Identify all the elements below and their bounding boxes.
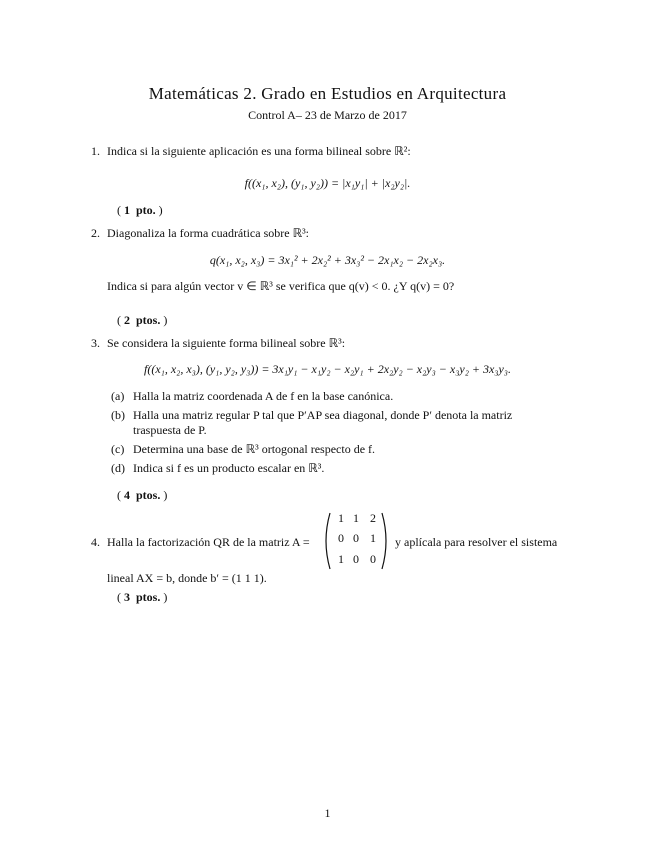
problem-4-points-unit: ptos. [136, 590, 161, 604]
problem-4-number: 4. [91, 535, 100, 549]
problem-2-statement: Diagonaliza la forma cuadrática sobre ℝ³: [107, 226, 310, 240]
problem-3-item-c-text: Determina una base de ℝ³ ortogonal respecto de f. [133, 442, 376, 456]
problem-3-item-a-text: Halla la matriz coordenada A de f en la base canónica. [133, 389, 394, 403]
problem-1-points-value: 1 [124, 203, 130, 217]
problem-3-points: ( 4 ptos. ) [117, 488, 168, 502]
problem-4-statement-after: y aplícala para resolver el sistema [395, 535, 558, 549]
problem-2-number: 2. [91, 226, 100, 240]
problem-3-item-c-label: (c) [111, 442, 125, 456]
problem-3-number: 3. [91, 336, 100, 350]
problem-1-number: 1. [91, 144, 100, 158]
matrix-cell: 2 [370, 511, 376, 525]
problem-3-item-b-text-cont: traspuesta de P. [133, 423, 207, 437]
problem-2-followup: Indica si para algún vector v ∈ ℝ³ se verifica que q(v) < 0. ¿Y q(v) = 0? [107, 279, 455, 293]
matrix-cell: 1 [370, 531, 376, 545]
problem-3-points-unit: ptos. [136, 488, 161, 502]
problem-1-equation: f((x₁, x₂), (y₁, y₂)) = |x₁y₁| + |x₂y₂|. [244, 176, 411, 190]
page-title: Matemáticas 2. Grado en Estudios en Arquitectura [148, 84, 507, 103]
problem-3-equation: f((x₁, x₂, x₃), (y₁, y₂, y₃)) = 3x₁y₁ − x₁y₂ − x₂y₁ + 2x₂y₂ − x₂y₃ − x₃y₂ + 3x₃y₃. [144, 362, 511, 376]
problem-3-item-a-label: (a) [111, 389, 125, 403]
matrix-a [322, 511, 390, 571]
matrix-cell: 0 [353, 531, 359, 545]
problem-4-statement: Halla la factorización QR de la matriz A = [107, 535, 310, 549]
matrix-cell: 0 [370, 552, 376, 566]
matrix-cell: 1 [338, 552, 344, 566]
problem-3-item-d-label: (d) [111, 461, 125, 475]
matrix-cell: 0 [353, 552, 359, 566]
problem-3-item-b-label: (b) [111, 408, 125, 422]
page-subtitle: Control A– 23 de Marzo de 2017 [248, 108, 407, 122]
matrix-cell: 0 [338, 531, 344, 545]
matrix-cell: 1 [338, 511, 344, 525]
problem-2-points: ( 2 ptos. ) [117, 313, 168, 327]
problem-3-points-value: 4 [124, 488, 130, 502]
problem-2-points-unit: ptos. [136, 313, 161, 327]
problem-1-points-unit: pto. [136, 203, 156, 217]
problem-2-equation: q(x₁, x₂, x₃) = 3x₁² + 2x₂² + 3x₃² − 2x₁x₂ − 2x₂x₃. [209, 253, 446, 267]
problem-3-item-b-text: Halla una matriz regular P tal que P′AP sea diagonal, donde P′ denota la matriz [133, 408, 513, 422]
problem-2-points-value: 2 [124, 313, 130, 327]
problem-4-continuation: lineal AX = b, donde b′ = (1 1 1). [107, 571, 267, 585]
page-number: 1 [324, 806, 331, 820]
problem-4-points: ( 3 ptos. ) [117, 590, 168, 604]
problem-1-statement: Indica si la siguiente aplicación es una forma bilineal sobre ℝ²: [107, 144, 411, 158]
problem-3-statement: Se considera la siguiente forma bilineal sobre ℝ³: [107, 336, 346, 350]
matrix-cell: 1 [353, 511, 359, 525]
problem-3-item-d-text: Indica si f es un producto escalar en ℝ³. [133, 461, 325, 475]
problem-1-points: ( 1 pto. ) [117, 203, 163, 217]
problem-4-points-value: 3 [124, 590, 130, 604]
